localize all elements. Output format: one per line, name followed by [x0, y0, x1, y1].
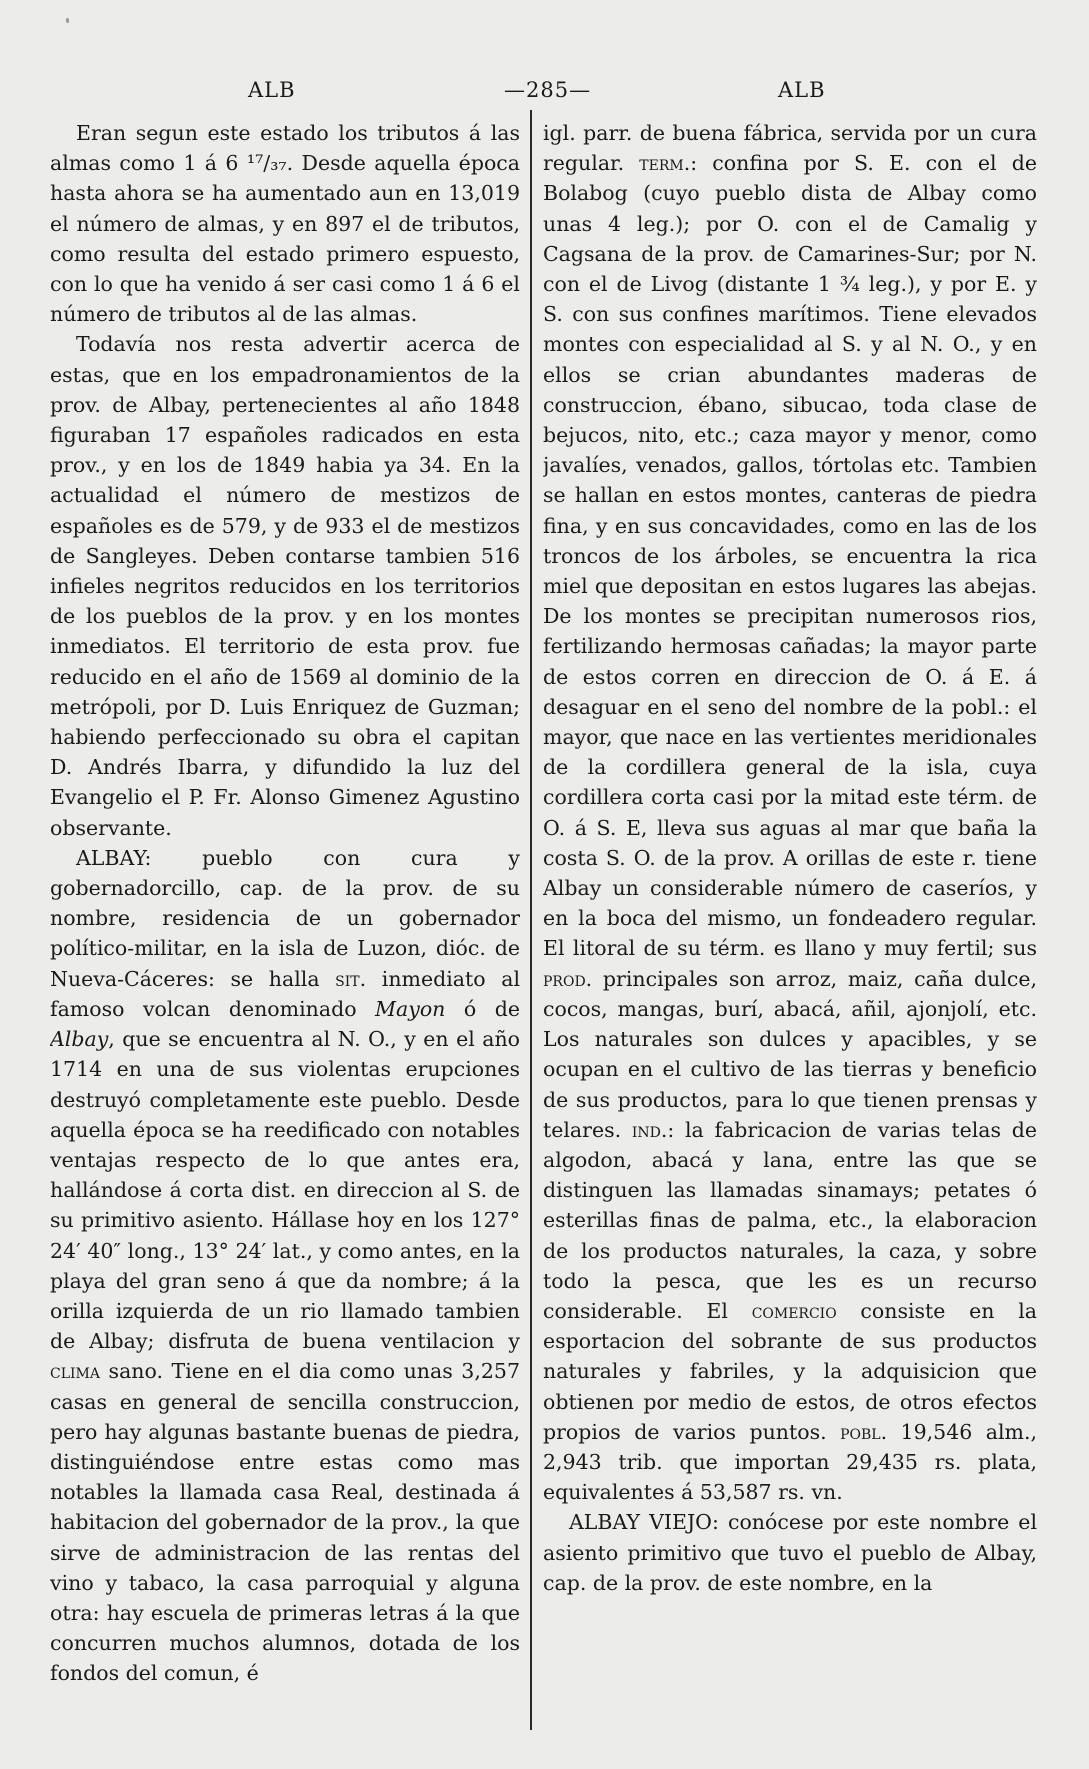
paragraph-tributos: Eran segun este estado los tributos á las almas como 1 á 6 ¹⁷/₃₇. Desde aquella época hasta ahora se ha aumentado aun en 13,019 el número de almas, y en 897 el de tributos, como resulta del estado primero espuesto, con lo que ha venido á ser casi como 1 á 6 el número de tributos al de las almas. — [50, 121, 520, 327]
entry-headword: ALBAY VIEJO: — [569, 1510, 719, 1535]
entry-headword: ALBAY: — [76, 845, 152, 870]
ink-speck — [66, 18, 69, 23]
entry-text: : la fabricacion de varias telas de algodon, abacá y lana, entre las que se distinguen las llamadas sinamays; petates ó esterillas finas de palma, etc., la elaboracion de los productos naturales, la caza, y sobre todo la pesca, que les es un recurso considerable. El — [543, 1117, 1037, 1323]
entry-albay-viejo — [543, 1507, 1037, 1598]
paragraph-empadronamientos: Todavía nos resta advertir acerca de estas, que en los empadronamientos de la prov. de Albay, pertenecientes al año 1848 figuraban 17 españoles radicados en esta prov., y en los de 1849 habia ya 34. En la actualidad el número de mestizos de españoles es de 579, y de 933 el de mestizos de Sangleyes. Deben contarse tambien 516 infieles negritos reducidos en los territorios de los pueblos de la prov. y en los montes inmediatos. El territorio de esta prov. fue reducido en el año de 1569 al dominio de la metrópoli, por D. Luis Enriquez de Guzman; habiendo perfeccionado su obra el capitan D. Andrés Ibarra, y difundido la luz del Evangelio el P. Fr. Alonso Gimenez Agustino observante. — [50, 332, 520, 840]
column-rule — [530, 110, 532, 1730]
entry-text: consiste en la esportacion del sobrante de sus productos naturales y fabriles, y la adquisicion que obtienen por medio de estos, de otros efectos propios de varios puntos. — [543, 1298, 1037, 1444]
abbrev-ind: ind. — [631, 1117, 668, 1142]
italic-albay: Albay — [50, 1027, 109, 1052]
abbrev-clima: clima — [50, 1359, 100, 1384]
entry-text: pueblo con cura y gobernadorcillo, cap. de la prov. de su nombre, residencia de un gobernador político-militar, en la isla de Luzon, dióc. de Nueva-Cáceres: se halla — [50, 845, 520, 991]
abbrev-comercio: comercio — [751, 1298, 837, 1323]
entry-text: conócese por este nombre el asiento primitivo que tuvo el pueblo de Albay, cap. de la prov. de este nombre, en la — [543, 1510, 1037, 1595]
abbrev-term: term. — [639, 151, 691, 176]
entry-albay-continued — [543, 118, 1037, 1507]
entry-text: sano. Tiene en el dia como unas 3,257 casas en general de sencilla construccion, pero hay algunas bastante buenas de piedra, distinguiéndose entre estas como mas notables la llamada casa Real, destinada á habitacion del gobernador de la prov., la que sirve de administracion de las rentas del vino y tabaco, la casa parroquial y alguna otra: hay escuela de primeras letras á la que concurren muchos alumnos, dotada de los fondos del comun, é — [50, 1359, 520, 1686]
abbrev-pobl: pobl. — [840, 1419, 888, 1444]
entry-text: , que se encuentra al N. O., y en el año 1714 en una de sus violentas erupciones destruyó completamente este pueblo. Desde aquella época se ha reedificado con notables ventajas respecto de lo que antes era, hallándose á corta dist. en direccion al S. de su primitivo asiento. Hállase hoy en los 127° 24′ 40″ long., 13° 24′ lat., y como antes, en la playa del gran seno á que da nombre; á la orilla izquierda de un rio llamado tambien de Albay; disfruta de buena ventilacion y — [50, 1027, 520, 1354]
header-right-guide: ALB — [778, 78, 826, 102]
entry-text: 19,546 alm., 2,943 trib. que importan 29,435 rs. plata, equivalentes á 53,587 rs. vn. — [543, 1419, 1037, 1505]
abbrev-prod: prod. — [543, 966, 593, 991]
entry-text: ó de — [445, 996, 520, 1021]
entry-albay — [50, 843, 520, 1689]
page-header — [0, 78, 1089, 112]
abbrev-sit: sit. — [335, 966, 367, 991]
right-column — [543, 118, 1037, 1738]
entry-text: inmediato al famoso volcan denominado — [50, 966, 520, 1021]
entry-text: : confina por S. E. con el de Bolabog (cuyo pueblo dista de Albay como unas 4 leg.); por O. con el de Camalig y Cagsana de la prov. de Camarines-Sur; por N. con el de Livog (distante 1 ¾ leg.), y por E. y S. con sus confines marítimos. Tiene elevados montes con especialidad al S. y al N. O., y en ellos se crian abundantes maderas de construccion, ébano, sibucao, toda clase de bejucos, nito, etc.; caza mayor y menor, como javalíes, venados, gallos, tórtolas etc. Tambien se hallan en estos montes, canteras de piedra fina, y en sus concavidades, como en las de los troncos de los árboles, se encuentra la rica miel que depositan en estos lugares las abejas. De los montes se precipitan numerosos rios, fertilizando hermosas cañadas; la mayor parte de estos corren en direccion de O. á E. á desaguar en el seno del nombre de la pobl.: el mayor, que nace en las vertientes meridionales de la cordillera general de la isla, cuya cordillera corta casi por la mitad este térm. de O. á S. E, lleva sus aguas al mar que baña la costa S. O. de la prov. A orillas de este r. tiene Albay un considerable número de caseríos, y en la boca del mismo, un fondeadero regular. El litoral de su térm. es llano y muy fertil; sus — [543, 151, 1037, 961]
entry-text: igl. parr. de buena fábrica, servida por un cura regular. — [543, 121, 1037, 176]
italic-mayon: Mayon — [375, 996, 446, 1021]
page-number: —285— — [504, 78, 592, 102]
left-column — [50, 118, 520, 1738]
entry-text: principales son arroz, maiz, caña dulce, cocos, mangas, burí, abacá, añil, ajonjolí, etc. Los naturales son dulces y apacibles, y se ocupan en el cultivo de las tierras y beneficio de sus productos, para lo que tienen prensas y telares. — [543, 966, 1037, 1142]
header-left-guide: ALB — [248, 78, 296, 102]
